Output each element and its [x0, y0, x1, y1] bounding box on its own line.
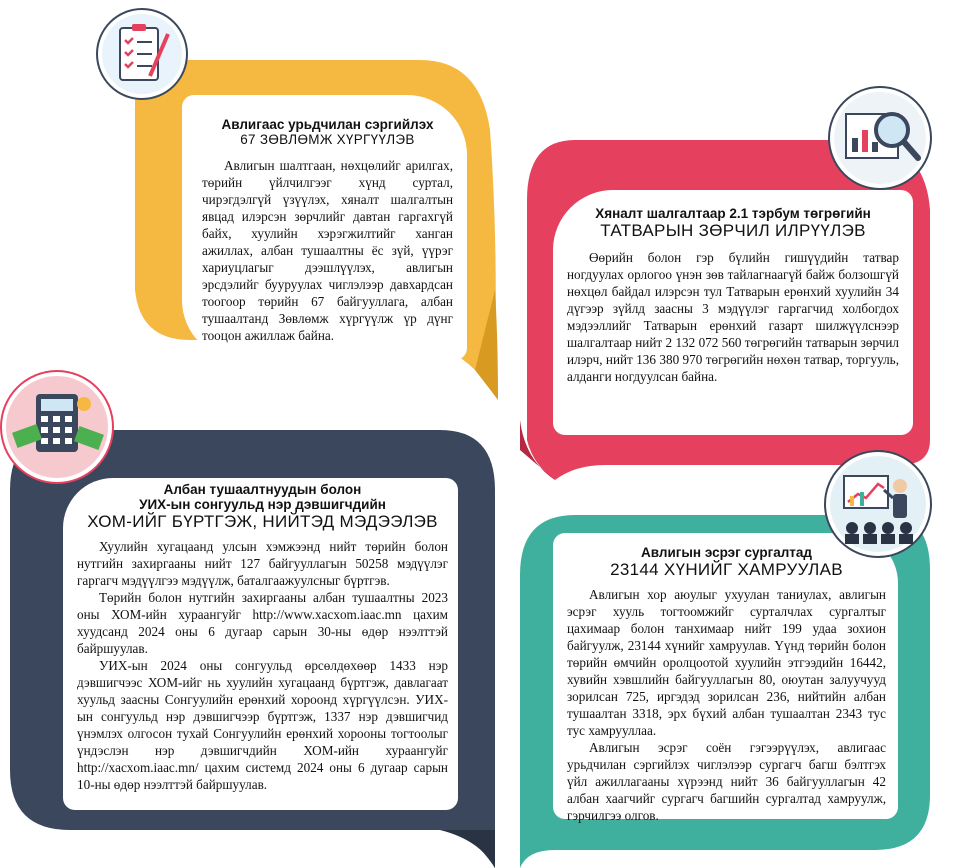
card3-paragraph-2: Төрийн болон нутгийн захиргааны албан тушаалтны 2023 оны ХОМ-ийн хураангуйг http://www.xacxom.iaac.mn цахим хуудсанд 2024 оны 6 дугаар сарын 30-ны өдөр нээлттэй байршуулав.	[77, 590, 448, 656]
magnifier-chart-icon	[830, 88, 930, 188]
presenter-icon	[826, 452, 930, 556]
card3-panel	[63, 478, 458, 810]
card2-panel	[553, 190, 913, 435]
card3-title-line2: УИХ-ын сонгуульд нэр дэвшигчдийн	[139, 497, 386, 512]
card3-body	[77, 538, 448, 793]
card4-subtitle: 23144 ХҮНИЙГ ХАМРУУЛАВ	[610, 560, 843, 579]
card1-subtitle: 67 ЗӨВЛӨМЖ ХҮРГҮҮЛЭВ	[240, 132, 415, 147]
card2-body: Өөрийн болон гэр бүлийн гишүүдийн татвар ногдуулах орлогоо үнэн зөв тайлагнаагүй байж болзошгүй нөхцөл байдал илэрсэн тул Татварын ерөнхий хуулийн 34 дүгээр зүйлд заасны 3 мэдүүлэг гаргагчид холбогдох мэдээллийг Татварын ерөнхий газарт шилжүүлснээр шалгалтаар нийт 2 132 072 560 төгрөгийн татварын зөрчил илэрч, нийт 136 380 970 төгрөгийн нөхөн татвар, торгууль, алданги ногдуулсан байна.	[567, 250, 899, 384]
card4-paragraph-2: Авлигын эсрэг соён гэгээрүүлэх, авлигаас урьдчилан сэргийлэх чиглэлээр сургагч багш бэлтгэх үйл ажиллагааны хүрээнд нийт 36 байгууллагын 42 албан хаагчийг сургагч багшийн сургалтад хамруулж, гэрчилгээ олгов.	[567, 740, 886, 823]
checklist-icon	[98, 10, 186, 98]
card2-subtitle: ТАТВАРЫН ЗӨРЧИЛ ИЛРҮҮЛЭВ	[600, 221, 866, 240]
card2-title: Хяналт шалгалтаар 2.1 тэрбум төгрөгийн	[595, 206, 871, 221]
card4-panel	[553, 533, 898, 823]
card4-title: Авлигын эсрэг сургалтад	[641, 545, 812, 560]
card4-paragraph-1: Авлигын хор аюулыг ухуулан таниулах, авлигын эсрэг хууль тогтоомжийг сурталчлах сургалтыг цахимаар болон танхимаар нийт 199 удаа зохион байгуулж, 23144 хүнийг хамруулав. Үүнд төрийн болон төрийн өмчийн оролцоотой хуулийн этгээдийн 16442, хувийн хэвшлийн байгууллагын 80, оюутан залуучууд зорилсан 725, иргэдэд зорилсан 236, нийтийн албан тушаалтан 3318, эрх бүхий албан тушаалтан 2343 тус тус хамрууллаа.	[567, 587, 886, 738]
calculator-icon	[2, 372, 112, 482]
card3-title-line1: Албан тушаалтнуудын болон	[163, 482, 362, 497]
card3-subtitle: ХОМ-ИЙГ БҮРТГЭЖ, НИЙТЭД МЭДЭЭЛЭВ	[87, 512, 438, 531]
card3-paragraph-1: Хуулийн хугацаанд улсын хэмжээнд нийт төрийн болон нутгийн захиргааны нийт 127 байгууллагын 50258 мэдүүлэг гаргагч мэдүүлгээ мэдүүлж, баталгаажуулсныг бүртгэв.	[77, 539, 448, 588]
card1-title: Авлигаас урьдчилан сэргийлэх	[221, 117, 434, 132]
card3-paragraph-3: УИХ-ын 2024 оны сонгуульд өрсөлдөхөөр 1433 нэр дэвшигчээс ХОМ-ийг нь хуулийн хугацаанд бүртгэж, давлагаат хуульд заасны Сонгуулийн ерөнхий хороонд хүргүүлсэн. УИХ-ын сонгуульд нэр дэвшигчээр бүртгэж, 1337 нэр дэвшигчид үнэмлэх олгосон тухай Сонгуулийн ерөнхий хорооны тогтоолыг үндэслэн нэр дэвшигчдийн ХОМ-ийн хураангуйг http://xacxom.iaac.mn/ цахим системд 2024 оны 6 дугаар сарын 10-ны өдөр нээлттэй байршуулав.	[77, 658, 448, 792]
card4-body	[567, 586, 886, 824]
card1-body: Авлигын шалтгаан, нөхцөлийг арилгах, төрийн үйлчилгээг хүнд суртал, чирэгдэлгүй үзүүлэх, хяналт шалгалтын явцад илэрсэн зөрчлийг давтан гаргахгүй байх, хуулийн хэрэгжилтийг ханган ажиллах, албан тушаалтны ёс зүй, үүрэг хариуцлагыг дээшлүүлэх, авлигын эрсдэлийг бууруулах чиглэлээр давхардсан тоогоор төрийн 67 байгууллага, албан тушаалтанд Зөвлөмж хүргүүлж үр дүнг тооцон ажиллаж байна.	[202, 158, 453, 343]
card1-panel	[182, 95, 467, 360]
